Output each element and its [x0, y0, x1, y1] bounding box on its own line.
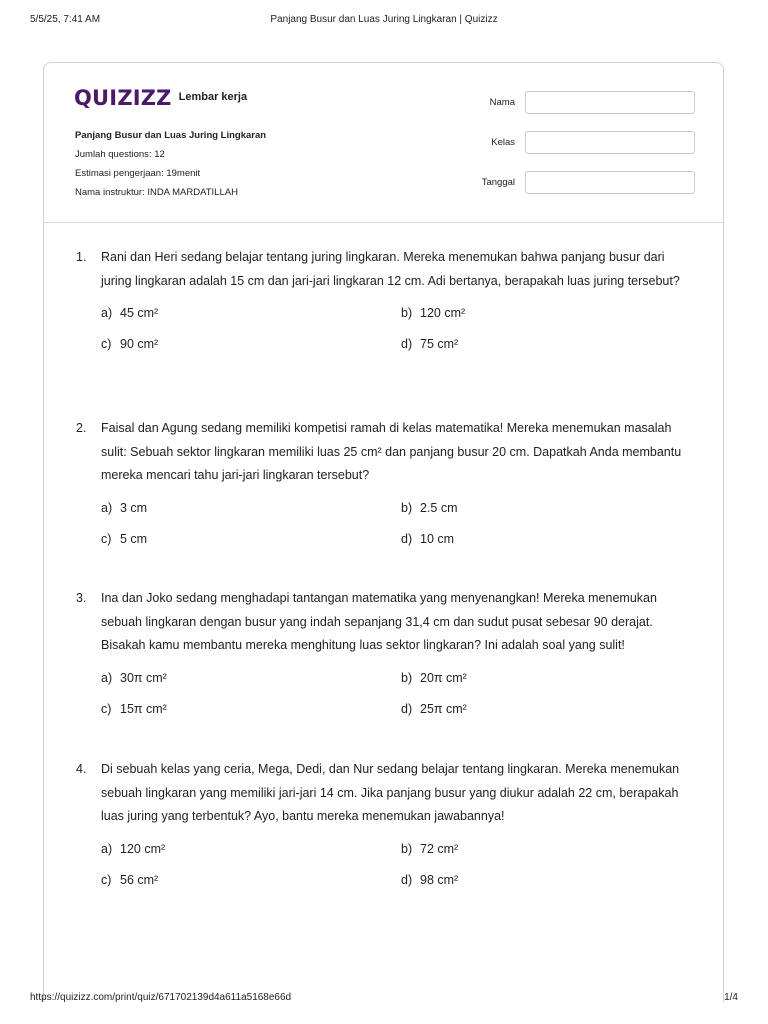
question-text: Ina dan Joko sedang menghadapi tantangan matematika yang menyenangkan! Mereka menemukan sebuah lingkaran dengan busur yang indah sepanjang 31,4 cm dan sudut pusat sebesar 90 derajat. Bisakah kamu membantu mereka menghitung luas sektor lingkaran? Ini adalah soal yang sulit!	[101, 591, 657, 652]
option-text: 98 cm²	[420, 872, 459, 887]
option-b	[401, 842, 458, 856]
worksheet	[43, 62, 724, 1002]
option-text: 90 cm²	[120, 337, 159, 351]
print-header	[0, 14, 768, 28]
question-1	[76, 246, 696, 368]
page-number: 1/4	[724, 992, 738, 1003]
estimated-time: Estimasi pengerjaan: 19menit	[75, 168, 201, 179]
option-text: 10 cm	[420, 531, 455, 546]
option-c	[101, 337, 158, 351]
date-field-label: Tanggal	[481, 177, 515, 188]
option-letter: a)	[101, 670, 113, 685]
instructor-name: Nama instruktur: INDA MARDATILLAH	[75, 187, 238, 198]
option-text: 120 cm²	[420, 306, 466, 320]
option-d	[401, 337, 458, 351]
print-url: https://quizizz.com/print/quiz/671702139d4a611a5168e66d	[30, 992, 292, 1003]
date-field[interactable]	[525, 171, 695, 194]
option-letter: c)	[101, 337, 112, 351]
option-letter: c)	[101, 701, 112, 716]
option-b	[401, 501, 458, 515]
option-a	[101, 671, 167, 685]
quizizz-logo: QUIZIZZ	[74, 86, 172, 110]
option-d	[401, 702, 467, 716]
option-a	[101, 501, 147, 515]
answer-options	[76, 501, 696, 563]
worksheet-label: Lembar kerja	[178, 91, 248, 103]
option-text: 56 cm²	[120, 872, 159, 887]
option-text: 25π cm²	[420, 701, 467, 716]
option-letter: a)	[101, 500, 113, 515]
question-number: 2.	[76, 421, 87, 435]
class-field-label: Kelas	[491, 137, 515, 148]
option-text: 2.5 cm	[420, 500, 458, 515]
question-text: Rani dan Heri sedang belajar tentang juring lingkaran. Mereka menemukan bahwa panjang busur dari juring lingkaran adalah 15 cm dan jari-jari lingkaran 12 cm. Adi bertanya, berapakah luas juring tersebut?	[101, 250, 680, 288]
option-text: 75 cm²	[420, 337, 459, 351]
option-d	[401, 873, 458, 887]
question-3	[76, 587, 696, 733]
question-text: Faisal dan Agung sedang memiliki kompetisi ramah di kelas matematika! Mereka menemukan masalah sulit: Sebuah sektor lingkaran memiliki luas 25 cm² dan panjang busur 20 cm. Dapatkah Anda membantu mereka mencari tahu jari-jari lingkaran tersebut?	[101, 421, 682, 482]
option-c	[101, 873, 158, 887]
quiz-title: Panjang Busur dan Luas Juring Lingkaran	[75, 130, 267, 141]
date-field-row	[474, 171, 695, 194]
option-text: 30π cm²	[120, 670, 167, 685]
brand	[74, 85, 247, 111]
option-letter: b)	[401, 500, 413, 515]
option-text: 5 cm	[120, 531, 148, 546]
option-text: 3 cm	[120, 500, 148, 515]
option-a	[101, 842, 165, 856]
option-letter: d)	[401, 337, 413, 351]
question-number: 1.	[76, 250, 87, 264]
option-a	[101, 306, 158, 320]
option-text: 15π cm²	[120, 701, 167, 716]
option-letter: a)	[101, 841, 113, 856]
option-letter: a)	[101, 306, 113, 320]
option-b	[401, 306, 465, 320]
question-count: Jumlah questions: 12	[75, 149, 165, 160]
option-c	[101, 532, 147, 546]
option-letter: b)	[401, 306, 413, 320]
option-letter: b)	[401, 841, 413, 856]
question-number: 4.	[76, 762, 87, 776]
question-4	[76, 758, 696, 904]
option-letter: d)	[401, 872, 413, 887]
option-letter: d)	[401, 701, 413, 716]
option-letter: c)	[101, 872, 112, 887]
question-2	[76, 417, 696, 563]
quiz-meta	[75, 126, 266, 202]
option-letter: d)	[401, 531, 413, 546]
option-letter: c)	[101, 531, 112, 546]
question-text: Di sebuah kelas yang ceria, Mega, Dedi, dan Nur sedang belajar tentang lingkaran. Mereka menemukan sebuah lingkaran yang memiliki jari-jari 14 cm. Jika panjang busur yang diukur adalah 22 cm, berapakah luas juring yang terbentuk? Ayo, bantu mereka menemukan jawabannya!	[101, 762, 680, 823]
question-number: 3.	[76, 591, 87, 605]
name-field-label: Nama	[489, 97, 515, 108]
class-field[interactable]	[525, 131, 695, 154]
print-page-title: Panjang Busur dan Luas Juring Lingkaran | Quizizz	[270, 14, 498, 25]
name-field[interactable]	[525, 91, 695, 114]
answer-options	[76, 842, 696, 904]
option-text: 72 cm²	[420, 841, 459, 856]
print-datetime: 5/5/25, 7:41 AM	[30, 14, 101, 25]
option-d	[401, 532, 454, 546]
option-text: 45 cm²	[120, 306, 159, 320]
option-text: 120 cm²	[120, 841, 166, 856]
option-text: 20π cm²	[420, 670, 467, 685]
worksheet-header	[44, 63, 723, 223]
name-field-row	[474, 91, 695, 114]
option-c	[101, 702, 167, 716]
option-letter: b)	[401, 670, 413, 685]
class-field-row	[474, 131, 695, 154]
answer-options	[76, 306, 696, 368]
answer-options	[76, 671, 696, 733]
option-b	[401, 671, 467, 685]
